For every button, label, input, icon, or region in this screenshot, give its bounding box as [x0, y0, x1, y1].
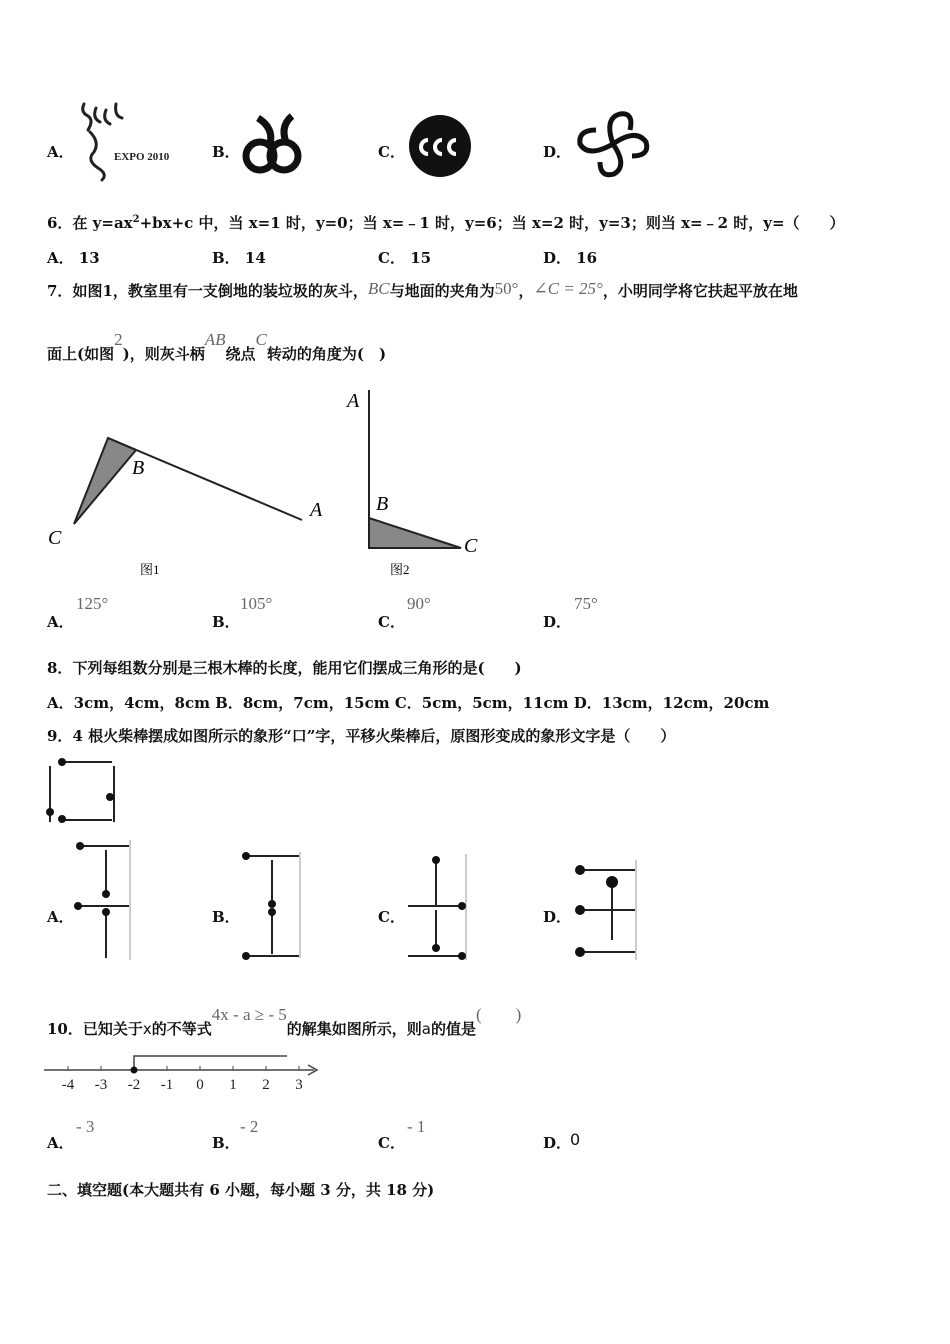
q10-text-3: 的解集如图所示，则 — [286, 1020, 422, 1038]
q10-option-a-label[interactable]: A． — [47, 1134, 74, 1152]
q7-figure-2 — [340, 386, 500, 586]
q10-var-a: a — [421, 1020, 431, 1038]
q6-text-a: 在 y=ax — [72, 214, 133, 232]
q7-text-4: ，小明同学将它扶起平放在地 — [602, 282, 798, 300]
q7-math-ab: AB — [204, 330, 226, 349]
q8-options[interactable]: A．3cm，4cm，8cm B．8cm，7cm，15cm C．5cm，5cm，11cm D．13cm，12cm，20cm — [47, 694, 770, 712]
q6-option-b[interactable] — [212, 247, 266, 268]
q10-text-2: 的不等式 — [151, 1020, 212, 1038]
swirl-flower-logo — [574, 108, 652, 180]
point-a-label: A — [347, 390, 360, 412]
q7-number: 7． — [47, 282, 73, 300]
q7-option-c-label[interactable]: C． — [378, 613, 405, 631]
option-label: B． — [212, 249, 240, 267]
q6-option-d[interactable] — [543, 247, 597, 268]
q7-option-d-label[interactable]: D． — [543, 613, 572, 631]
q10-option-b-value: - 2 — [240, 1117, 259, 1136]
q6-superscript: 2 — [132, 214, 140, 225]
q9-option-d-figure[interactable] — [568, 856, 642, 964]
point-b-label: B — [376, 493, 389, 515]
option-value: 15 — [410, 249, 432, 267]
q8-text: 下列每组数分别是三根木棒的长度，能用它们摆成三角形的是( ) — [72, 659, 522, 677]
q7-option-a-label[interactable]: A． — [47, 613, 74, 631]
point-b-label: B — [132, 457, 145, 479]
ccc-circle-logo — [408, 114, 472, 178]
q10-option-a-value: - 3 — [76, 1117, 95, 1136]
q9-original-figure — [44, 752, 120, 826]
tick-label: 3 — [295, 1077, 303, 1093]
q9-option-d-label[interactable]: D． — [543, 908, 572, 926]
q7-stem-line1 — [47, 280, 798, 301]
tick-label: 0 — [196, 1077, 204, 1093]
option-value: 14 — [244, 249, 266, 267]
option-label: D． — [543, 249, 572, 267]
tick-label: -1 — [160, 1077, 174, 1093]
q7-option-c-value: 90° — [407, 594, 431, 613]
q6-number: 6． — [47, 214, 73, 232]
q10-number: 10． — [47, 1020, 83, 1038]
q10-option-d-value: 0 — [570, 1130, 581, 1149]
q10-option-b-label[interactable]: B． — [212, 1134, 240, 1152]
expo-2010-logo — [76, 98, 170, 182]
q7-math-bc: BC — [367, 279, 390, 298]
expo-text: EXPO 2010 — [114, 151, 170, 163]
tick-label: -3 — [94, 1077, 108, 1093]
q9-option-c-label[interactable]: C． — [378, 908, 405, 926]
q10-stem — [47, 1005, 522, 1039]
q5-option-a-label: A． — [47, 143, 74, 161]
q7-text-2: 与地面的夹角为 — [389, 282, 495, 300]
q9-option-a-label[interactable]: A． — [47, 908, 74, 926]
section-2-heading: 二、填空题(本大题共有 6 小题，每小题 3 分，共 18 分) — [47, 1181, 435, 1199]
q5-option-b-label: B． — [212, 143, 240, 161]
tick-label: 1 — [229, 1077, 237, 1093]
point-c-label: C — [48, 527, 62, 549]
q7-math-2: 2 — [114, 330, 123, 349]
q10-option-c-label[interactable]: C． — [378, 1134, 405, 1152]
q7-line2-a: 面上(如图 — [47, 345, 115, 363]
solution-start-point — [131, 1067, 138, 1074]
q7-math-c: C — [255, 330, 267, 349]
q6-option-c[interactable] — [378, 247, 431, 268]
option-label: C． — [378, 249, 405, 267]
q8-stem — [47, 657, 522, 678]
dustpan-shape — [369, 518, 461, 548]
point-a-label: A — [310, 499, 323, 521]
q9-text: 4 根火柴棒摆成如图所示的象形“口”字，平移火柴棒后，原图形变成的象形文字是（ ） — [72, 727, 676, 745]
q10-option-c-value: - 1 — [407, 1117, 426, 1136]
option-value: 16 — [576, 249, 598, 267]
q10-inequality: 4x - a ≥ - 5 — [211, 1005, 287, 1024]
q7-math-50: 50° — [494, 279, 519, 298]
q7-line2-d: 转动的角度为( ) — [266, 345, 387, 363]
q9-stem — [47, 725, 675, 746]
q7-option-a-value: 125° — [76, 594, 109, 613]
figure-2-caption: 图2 — [390, 562, 410, 577]
q7-figure-1 — [40, 428, 340, 588]
q10-text-4: 的值是 — [430, 1020, 476, 1038]
number-line-group — [44, 1056, 317, 1093]
q9-option-a-figure[interactable] — [72, 836, 134, 962]
q5-option-c-label: C． — [378, 143, 405, 161]
q7-option-d-value: 75° — [574, 594, 598, 613]
q10-paren: ( ) — [475, 1005, 522, 1024]
q10-text-1: 已知关于 — [82, 1020, 143, 1038]
q7-option-b-value: 105° — [240, 594, 273, 613]
q10-number-line — [42, 1050, 324, 1096]
option-value: 13 — [78, 249, 100, 267]
q7-stem-line2 — [47, 330, 387, 364]
dustpan-shape — [74, 438, 136, 524]
q6-stem — [47, 212, 845, 233]
q8-number: 8． — [47, 659, 73, 677]
option-label: A． — [47, 249, 74, 267]
q9-option-c-figure[interactable] — [404, 852, 472, 964]
q7-line2-c: 绕点 — [225, 345, 256, 363]
tick-label: -4 — [61, 1077, 75, 1093]
handle-line — [108, 438, 302, 520]
q7-math-angle: ∠C = 25° — [533, 279, 603, 298]
q7-option-b-label[interactable]: B． — [212, 613, 240, 631]
q7-line2-b: )，则灰斗柄 — [122, 345, 205, 363]
solution-bracket — [134, 1056, 287, 1070]
q9-number: 9． — [47, 727, 73, 745]
tick-label: 2 — [262, 1077, 270, 1093]
q6-text-b: +bx+c 中，当 x=1 时，y=0；当 x=﹣1 时，y=6；当 x=2 时，y=3；则当 x=﹣2 时，y=（ ） — [139, 214, 845, 232]
q10-option-d-label[interactable]: D． — [543, 1134, 572, 1152]
q9-option-b-figure[interactable] — [238, 848, 304, 964]
q7-text-3: ， — [518, 282, 534, 300]
q5-option-d-label: D． — [543, 143, 572, 161]
q7-text-1: 如图1，教室里有一支倒地的装垃圾的灰斗， — [72, 282, 368, 300]
interlocking-rings-logo — [240, 110, 310, 182]
point-c-label: C — [464, 535, 478, 557]
q6-option-a[interactable] — [47, 247, 100, 268]
tick-label: -2 — [127, 1077, 141, 1093]
figure-1-caption: 图1 — [140, 562, 160, 577]
q10-var-x: x — [142, 1020, 152, 1038]
q9-option-b-label[interactable]: B． — [212, 908, 240, 926]
